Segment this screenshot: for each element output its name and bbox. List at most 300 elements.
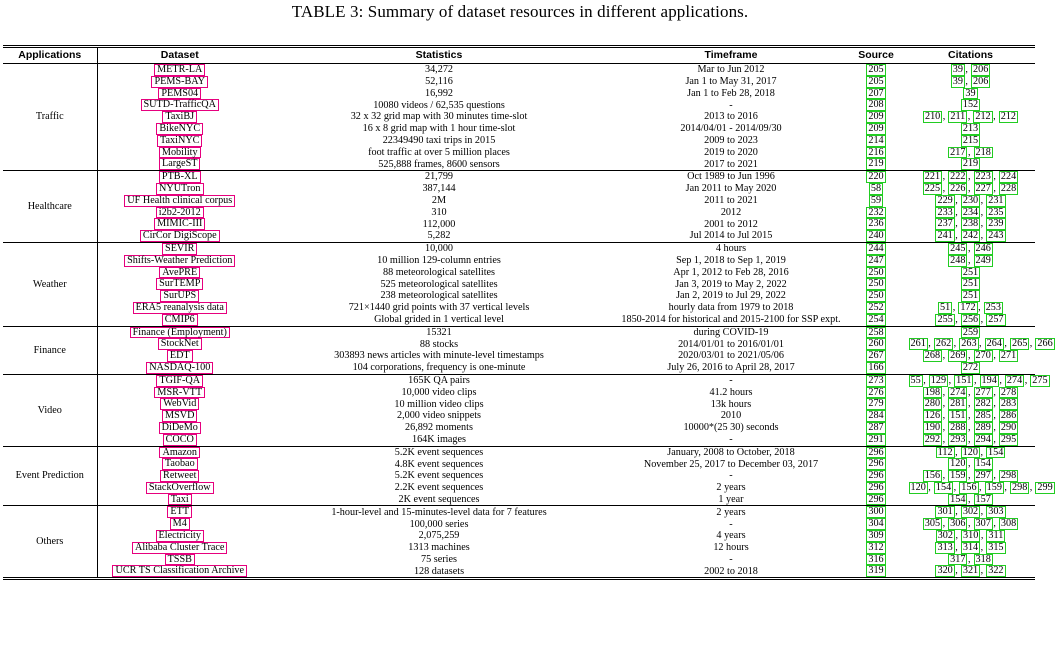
citation-link[interactable]: 265: [1012, 338, 1028, 350]
source-link[interactable]: 252: [868, 301, 884, 313]
dataset-cell: [97, 518, 262, 530]
citation-link[interactable]: 320: [937, 565, 953, 577]
citation-link[interactable]: 154: [988, 446, 1004, 458]
citation-link[interactable]: 249: [975, 254, 991, 266]
dataset-link[interactable]: MIMIC-III: [154, 218, 205, 230]
citation-link[interactable]: 298: [1012, 481, 1028, 493]
citation-link[interactable]: 293: [950, 433, 966, 445]
citation-link[interactable]: 225: [924, 182, 941, 194]
citation-link[interactable]: 159: [950, 470, 966, 482]
citation-link[interactable]: 218: [975, 146, 991, 158]
citation-link[interactable]: 241: [937, 230, 953, 242]
source-link[interactable]: 316: [868, 553, 884, 565]
citation-link[interactable]: 262: [935, 338, 952, 350]
dataset-link[interactable]: Retweet: [160, 470, 199, 482]
dataset-link[interactable]: PEMS04: [158, 88, 201, 100]
citations-cell: [906, 267, 1035, 279]
citations-cell: [906, 326, 1035, 338]
source-link[interactable]: 267: [868, 350, 884, 362]
source-link[interactable]: 319: [868, 565, 884, 577]
source-cell: [846, 171, 906, 183]
dataset-link[interactable]: AvePRE: [159, 267, 200, 279]
citation-link[interactable]: 224: [1000, 171, 1017, 183]
citation-link[interactable]: 274: [950, 386, 966, 398]
citations-cell: 245 , 246: [906, 242, 1035, 254]
source-cell: [846, 278, 906, 290]
statistics-cell: 5,282: [427, 230, 451, 242]
source-link[interactable]: 220: [868, 171, 884, 183]
citation-link[interactable]: 215: [962, 134, 979, 146]
dataset-link[interactable]: ETT: [167, 506, 192, 518]
citation-link[interactable]: 233: [937, 206, 953, 218]
dataset-link[interactable]: NASDAQ-100: [146, 362, 213, 374]
citation-link[interactable]: 226: [950, 182, 966, 194]
timeframe-cell: 2010: [720, 410, 742, 422]
table-row: [3, 123, 1035, 135]
header-citations: Citations: [906, 47, 1035, 64]
dataset-link[interactable]: METR-LA: [154, 64, 205, 76]
statistics-cell: 10080 videos / 62,535 questions: [373, 99, 505, 111]
citation-link[interactable]: 39: [952, 75, 963, 87]
source-link[interactable]: 208: [868, 99, 884, 111]
timeframe-cell: 41.2 hours: [709, 386, 753, 398]
source-link[interactable]: 219: [868, 158, 884, 170]
dataset-cell: [97, 99, 262, 111]
dataset-cell: [97, 565, 262, 578]
citation-link[interactable]: 314: [962, 541, 979, 553]
source-link[interactable]: 240: [868, 230, 884, 242]
citation-link[interactable]: 120: [910, 481, 926, 493]
citation-link[interactable]: 206: [973, 64, 989, 75]
source-link[interactable]: 296: [868, 470, 884, 482]
citation-link[interactable]: 321: [962, 565, 979, 577]
dataset-cell: [97, 362, 262, 374]
citations-cell: 320 , 321 , 322: [937, 565, 1004, 577]
citation-link[interactable]: 302: [962, 506, 979, 518]
citation-link[interactable]: 294: [975, 433, 991, 445]
table-row: [3, 158, 1035, 170]
statistics-cell: 52,116: [425, 76, 453, 88]
citation-link[interactable]: 172: [960, 301, 976, 313]
citations-cell: 120 , 154 , 156 , 159 , 298 , 299: [910, 481, 1053, 493]
citation-link[interactable]: 317: [950, 553, 966, 565]
source-link[interactable]: 260: [868, 338, 884, 350]
citation-link[interactable]: 251: [962, 266, 979, 278]
citations-cell: 280 , 281 , 282 , 283: [924, 398, 1017, 410]
dataset-link[interactable]: CMIP6: [162, 314, 198, 326]
citation-link[interactable]: 263: [961, 338, 977, 350]
dataset-link[interactable]: StockNet: [158, 338, 202, 350]
citations-cell: [906, 278, 1035, 290]
source-cell: [846, 530, 906, 542]
citation-link[interactable]: 301: [937, 506, 953, 518]
citation-link[interactable]: 231: [988, 194, 1004, 206]
source-cell: [846, 458, 906, 470]
citation-link[interactable]: 219: [962, 158, 979, 170]
citations-cell: 255 , 256 , 257: [937, 313, 1004, 325]
citation-link[interactable]: 256: [962, 313, 979, 325]
source-link[interactable]: 304: [868, 518, 884, 530]
source-link[interactable]: 300: [868, 506, 884, 518]
citation-link[interactable]: 318: [975, 553, 991, 565]
dataset-link[interactable]: TaxiBJ: [162, 111, 197, 123]
source-link[interactable]: 312: [868, 541, 884, 553]
dataset-link[interactable]: ERA5 reanalysis data: [133, 302, 227, 314]
citation-link[interactable]: 190: [924, 421, 941, 433]
citation-link[interactable]: 275: [1032, 374, 1048, 386]
source-link[interactable]: 247: [868, 254, 884, 266]
dataset-link[interactable]: Electricity: [156, 530, 204, 542]
dataset-cell: [97, 482, 262, 494]
table-row: [3, 410, 1035, 422]
citation-link[interactable]: 277: [975, 386, 991, 398]
citation-link[interactable]: 268: [924, 350, 941, 362]
citation-link[interactable]: 217: [950, 146, 966, 158]
dataset-link[interactable]: M4: [170, 518, 190, 530]
dataset-link[interactable]: UCR TS Classification Archive: [112, 565, 247, 577]
source-link[interactable]: 244: [868, 242, 884, 254]
source-link[interactable]: 205: [868, 75, 884, 87]
timeframe-cell: 2009 to 2023: [704, 135, 758, 147]
source-link[interactable]: 250: [868, 278, 884, 290]
table-row: [3, 76, 1035, 88]
dataset-link[interactable]: DiDeMo: [159, 422, 201, 434]
citation-link[interactable]: 223: [975, 171, 991, 183]
statistics-cell: 32 x 32 grid map with 30 minutes time-slot: [350, 111, 528, 123]
citation-link[interactable]: 229: [937, 194, 953, 206]
citation-link[interactable]: 198: [924, 386, 941, 398]
table-row: [3, 267, 1035, 279]
dataset-link[interactable]: Amazon: [159, 447, 200, 459]
citation-link[interactable]: 282: [975, 398, 991, 410]
dataset-cell: [97, 111, 262, 123]
citation-link[interactable]: 307: [975, 518, 991, 530]
citation-link[interactable]: 251: [962, 278, 979, 290]
citation-link[interactable]: 211: [950, 111, 966, 123]
source-link[interactable]: 296: [868, 493, 884, 505]
citation-link[interactable]: 286: [1000, 410, 1017, 422]
citation-link[interactable]: 292: [924, 433, 941, 445]
citations-cell: 39 , 206: [906, 64, 1035, 76]
citation-link[interactable]: 154: [935, 481, 952, 493]
citation-link[interactable]: 289: [975, 421, 991, 433]
citations-cell: 154 , 157: [950, 493, 991, 505]
dataset-link[interactable]: PTB-XL: [159, 171, 201, 183]
citation-link[interactable]: 243: [988, 230, 1004, 242]
citation-link[interactable]: 257: [988, 313, 1004, 325]
dataset-link[interactable]: TGIF-QA: [156, 375, 203, 387]
source-cell: [846, 76, 906, 88]
citation-link[interactable]: 303: [988, 506, 1004, 518]
timeframe-cell: 13k hours: [710, 398, 752, 410]
table-row: [3, 290, 1035, 302]
citation-link[interactable]: 228: [1000, 182, 1017, 194]
source-cell: [846, 255, 906, 267]
dataset-link[interactable]: Shifts-Weather Prediction: [124, 255, 235, 267]
statistics-cell: 5.2K event sequences: [394, 470, 484, 482]
table-row: [3, 565, 1035, 578]
source-link[interactable]: 296: [868, 458, 884, 470]
dataset-link[interactable]: UF Health clinical corpus: [124, 195, 235, 207]
dataset-link[interactable]: LargeST: [159, 158, 200, 170]
source-link[interactable]: 276: [868, 386, 884, 398]
table-row: [3, 482, 1035, 494]
dataset-link[interactable]: NYUTron: [156, 183, 204, 195]
citation-link[interactable]: 154: [950, 493, 966, 505]
source-link[interactable]: 209: [868, 111, 884, 123]
source-cell: [846, 218, 906, 230]
statistics-cell: 525,888 frames, 8600 sensors: [378, 158, 500, 170]
dataset-cell: [97, 470, 262, 482]
citation-link[interactable]: 230: [962, 194, 979, 206]
dataset-link[interactable]: Finance (Employment): [130, 327, 230, 339]
citation-link[interactable]: 234: [962, 206, 979, 218]
source-link[interactable]: 309: [868, 530, 884, 542]
dataset-link[interactable]: SurUPS: [160, 290, 199, 302]
dataset-link[interactable]: i2b2-2012: [156, 207, 204, 219]
citations-cell: 248 , 249: [950, 254, 991, 266]
citation-link[interactable]: 242: [962, 230, 979, 242]
citation-link[interactable]: 313: [937, 541, 953, 553]
source-cell: [846, 398, 906, 410]
citation-link[interactable]: 253: [985, 301, 1001, 313]
citation-link[interactable]: 295: [1000, 433, 1017, 445]
citation-link[interactable]: 255: [937, 313, 953, 325]
citation-link[interactable]: 283: [1000, 398, 1017, 410]
dataset-link[interactable]: MSR-VTT: [154, 387, 205, 399]
timeframe-cell: July 26, 2016 to April 28, 2017: [667, 362, 795, 374]
source-link[interactable]: 291: [868, 433, 884, 445]
table-row: [3, 494, 1035, 506]
source-link[interactable]: 254: [868, 313, 884, 325]
citation-link[interactable]: 212: [1000, 111, 1017, 123]
source-link[interactable]: 284: [868, 410, 884, 422]
source-link[interactable]: 279: [868, 398, 884, 410]
dataset-link[interactable]: TaxiNYC: [157, 135, 202, 147]
source-cell: [846, 111, 906, 123]
citation-link[interactable]: 272: [962, 361, 979, 373]
citation-link[interactable]: 271: [1000, 350, 1017, 362]
citation-link[interactable]: 237: [937, 218, 953, 230]
citation-link[interactable]: 39: [965, 87, 976, 99]
dataset-link[interactable]: WebVid: [160, 398, 199, 410]
citation-link[interactable]: 221: [924, 171, 941, 183]
citation-link[interactable]: 206: [973, 75, 989, 87]
table-row: [3, 518, 1035, 530]
table-row: [3, 183, 1035, 195]
source-link[interactable]: 273: [868, 374, 884, 386]
source-link[interactable]: 250: [868, 266, 884, 278]
citation-link[interactable]: 154: [975, 458, 991, 470]
dataset-link[interactable]: StackOverflow: [146, 482, 214, 494]
citation-link[interactable]: 259: [962, 326, 979, 338]
table-row: [3, 207, 1035, 219]
dataset-link[interactable]: Taobao: [162, 458, 198, 470]
source-link[interactable]: 209: [868, 122, 884, 134]
citation-link[interactable]: 261: [910, 338, 926, 350]
citation-link[interactable]: 310: [963, 530, 979, 542]
citation-link[interactable]: 322: [988, 565, 1004, 577]
timeframe-cell: -: [729, 518, 733, 530]
citation-link[interactable]: 281: [950, 398, 966, 410]
dataset-table-container: [3, 45, 1053, 582]
statistics-cell: 75 series: [421, 553, 457, 565]
timeframe-cell: 12 hours: [713, 542, 749, 554]
source-cell: [846, 482, 906, 494]
dataset-cell: [97, 195, 262, 207]
citation-link[interactable]: 120: [950, 458, 966, 470]
citation-link[interactable]: 213: [962, 122, 979, 134]
table-row: [3, 326, 1035, 338]
citations-cell: 233 , 234 , 235: [937, 206, 1004, 218]
citation-link[interactable]: 159: [986, 481, 1002, 493]
source-link[interactable]: 205: [868, 64, 884, 75]
source-link[interactable]: 214: [868, 134, 884, 146]
citation-link[interactable]: 238: [962, 218, 979, 230]
citation-link[interactable]: 210: [924, 111, 941, 123]
citation-link[interactable]: 308: [1000, 518, 1017, 530]
dataset-link[interactable]: Mobility: [159, 147, 201, 159]
source-cell: [846, 123, 906, 135]
timeframe-cell: November 25, 2017 to December 03, 2017: [643, 458, 819, 470]
source-link[interactable]: 236: [868, 218, 884, 230]
dataset-cell: [97, 374, 262, 386]
table-row: [3, 278, 1035, 290]
citation-link[interactable]: 290: [1000, 421, 1017, 433]
source-link[interactable]: 232: [868, 206, 884, 218]
source-link[interactable]: 207: [868, 87, 884, 99]
dataset-link[interactable]: PEMS-BAY: [151, 76, 208, 88]
citations-cell: 221 , 222 , 223 , 224: [906, 171, 1035, 183]
dataset-link[interactable]: SurTEMP: [156, 278, 203, 290]
source-cell: [846, 290, 906, 302]
source-link[interactable]: 59: [870, 194, 882, 206]
citations-cell: 229 , 230 , 231: [937, 194, 1004, 206]
citation-link[interactable]: 112: [937, 446, 953, 458]
citation-link[interactable]: 227: [975, 182, 991, 194]
citation-link[interactable]: 285: [975, 410, 991, 422]
citation-link[interactable]: 55: [910, 374, 921, 386]
application-cell: Others: [3, 506, 97, 579]
dataset-link[interactable]: SEVIR: [162, 243, 197, 255]
header-dataset: Dataset: [97, 47, 262, 64]
timeframe-cell: -: [616, 374, 846, 386]
table-row: [3, 530, 1035, 542]
source-link[interactable]: 296: [868, 481, 884, 493]
source-link[interactable]: 58: [870, 182, 882, 194]
citation-link[interactable]: 298: [1000, 470, 1017, 482]
citation-link[interactable]: 299: [1037, 481, 1053, 493]
source-link[interactable]: 166: [868, 361, 884, 373]
table-row: [3, 135, 1035, 147]
citation-link[interactable]: 278: [1000, 386, 1017, 398]
citation-link[interactable]: 157: [975, 493, 991, 505]
citation-link[interactable]: 239: [988, 218, 1004, 230]
statistics-cell: 310: [431, 206, 447, 218]
citation-link[interactable]: 274: [1006, 374, 1023, 386]
dataset-link[interactable]: Taxi: [168, 494, 192, 506]
timeframe-cell: Jan 2, 2019 to Jul 29, 2022: [676, 290, 786, 302]
citation-link[interactable]: 235: [988, 206, 1004, 218]
statistics-cell: 88 meteorological satellites: [382, 266, 496, 278]
citation-link[interactable]: 151: [956, 374, 972, 386]
citation-link[interactable]: 315: [988, 541, 1004, 553]
dataset-link[interactable]: Alibaba Cluster Trace: [132, 542, 227, 554]
citation-link[interactable]: 311: [988, 530, 1004, 542]
citation-link[interactable]: 251: [962, 290, 979, 302]
source-link[interactable]: 287: [868, 421, 884, 433]
statistics-cell: 10 million video clips: [394, 398, 484, 410]
citation-link[interactable]: 120: [962, 446, 978, 458]
timeframe-cell: Oct 1989 to Jun 1996: [616, 171, 846, 183]
dataset-link[interactable]: CirCor DigiScope: [140, 230, 220, 242]
timeframe-cell: Apr 1, 2012 to Feb 28, 2016: [673, 266, 789, 278]
citation-link[interactable]: 245: [950, 242, 966, 254]
citation-link[interactable]: 156: [924, 470, 941, 482]
citation-link[interactable]: 270: [975, 350, 991, 362]
citation-link[interactable]: 126: [924, 410, 941, 422]
table-row: [3, 398, 1035, 410]
dataset-cell: [97, 218, 262, 230]
source-cell: [846, 207, 906, 219]
citation-link[interactable]: 266: [1037, 338, 1053, 350]
citation-link[interactable]: 222: [950, 171, 966, 183]
timeframe-cell: -: [729, 434, 733, 445]
source-cell: [846, 242, 906, 254]
citations-cell: 237 , 238 , 239: [937, 218, 1004, 230]
dataset-cell: [97, 135, 262, 147]
citation-link[interactable]: 212: [975, 111, 991, 123]
citation-link[interactable]: 288: [950, 421, 966, 433]
citation-link[interactable]: 51: [940, 301, 951, 313]
source-cell: [846, 362, 906, 374]
dataset-link[interactable]: COCO: [163, 434, 197, 446]
citation-link[interactable]: 194: [981, 374, 997, 386]
citation-link[interactable]: 156: [961, 481, 977, 493]
dataset-link[interactable]: MSVD: [162, 410, 197, 422]
citation-link[interactable]: 248: [950, 254, 966, 266]
citation-link[interactable]: 39: [952, 64, 963, 75]
source-link[interactable]: 258: [868, 326, 884, 338]
citation-link[interactable]: 280: [924, 398, 941, 410]
citation-link[interactable]: 129: [930, 374, 947, 386]
citation-link[interactable]: 264: [986, 338, 1002, 350]
citation-link[interactable]: 305: [924, 518, 941, 530]
source-cell: [846, 267, 906, 279]
citation-link[interactable]: 302: [937, 530, 953, 542]
citation-link[interactable]: 306: [950, 518, 966, 530]
source-link[interactable]: 216: [868, 146, 884, 158]
citation-link[interactable]: 269: [950, 350, 966, 362]
source-link[interactable]: 250: [868, 290, 884, 302]
table-row: [3, 458, 1035, 470]
citation-link[interactable]: 297: [975, 470, 991, 482]
citation-link[interactable]: 246: [975, 242, 991, 254]
statistics-cell: 165K QA pairs: [262, 374, 616, 386]
source-link[interactable]: 296: [868, 446, 884, 458]
dataset-summary-table: [3, 45, 1053, 582]
dataset-link[interactable]: EDT: [167, 350, 193, 362]
dataset-link[interactable]: SUTD-TrafficQA: [141, 99, 219, 111]
citation-link[interactable]: 151: [950, 410, 966, 422]
timeframe-cell: 2 years: [616, 506, 846, 518]
timeframe-cell: January, 2008 to October, 2018: [616, 446, 846, 458]
dataset-link[interactable]: TSSB: [165, 554, 195, 566]
citation-link[interactable]: 152: [962, 99, 979, 111]
source-cell: [846, 147, 906, 159]
dataset-link[interactable]: BikeNYC: [156, 123, 203, 135]
table-row: [3, 242, 1035, 254]
